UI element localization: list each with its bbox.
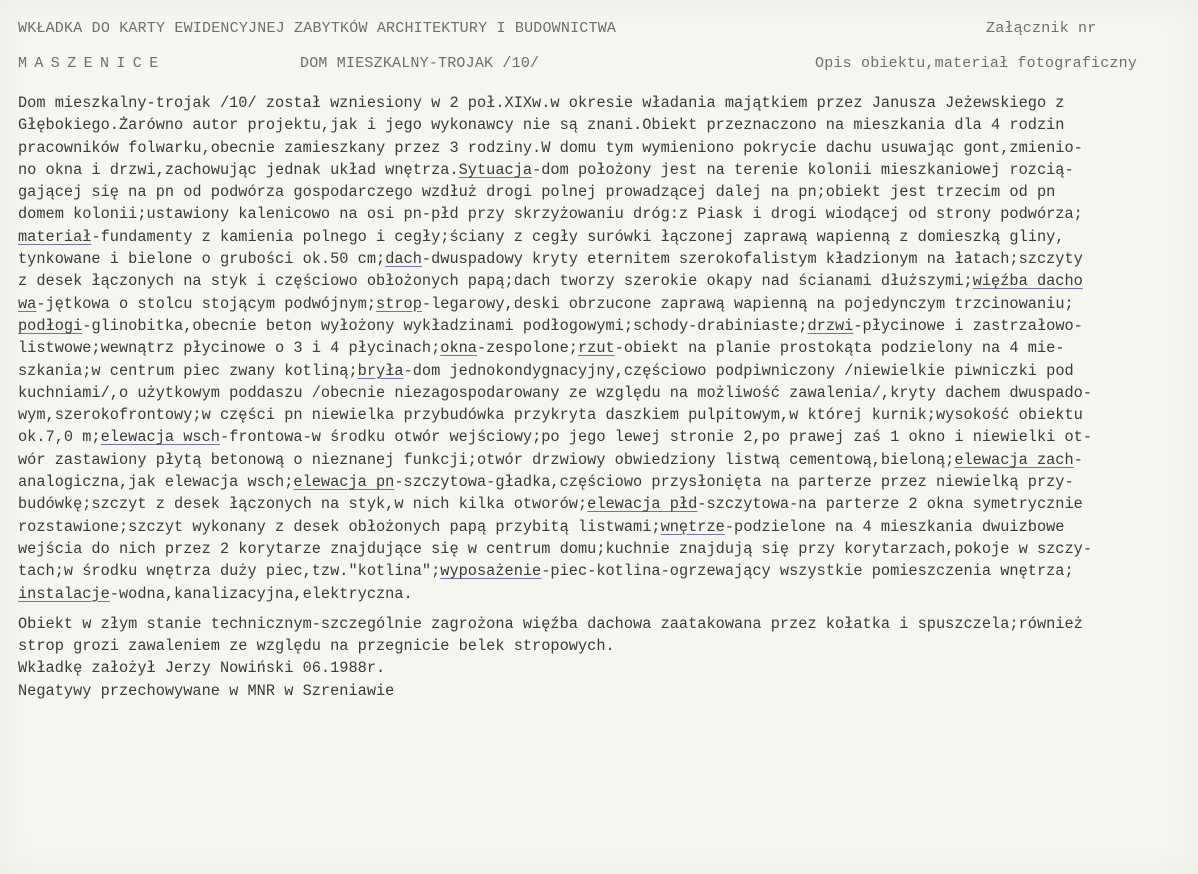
attachment-label: Załącznik nr <box>986 20 1097 37</box>
text-segment: kuchniami/,o użytkowym poddaszu /obecnie niezagospodarowany ze względu na możliwość zawalenia/,kryty dachem dwuspado- <box>18 383 1093 402</box>
description-line <box>18 538 1188 560</box>
text-segment: analogiczna,jak elewacja wsch; <box>18 473 294 492</box>
text-segment: -piec-kotlina-ogrzewający wszystkie pomieszczenia wnętrza; <box>541 562 1074 581</box>
description-line <box>18 270 1188 292</box>
text-segment: budówkę;szczyt z desek łączonych na styk,w nich kilka otworów; <box>18 495 588 514</box>
description-line <box>18 137 1188 159</box>
text-segment: pracowników folwarku,obecnie zamieszkany przez 3 rodziny.W domu tym wymieniono pokrycie dachu usuwając gont,zmienio- <box>18 138 1083 157</box>
section-keyword: strop <box>376 294 422 313</box>
description-line <box>18 337 1188 359</box>
description-line <box>18 493 1188 515</box>
place-name: MASZENICE <box>18 55 166 72</box>
form-title: WKŁADKA DO KARTY EWIDENCYJNEJ ZABYTKÓW ARCHITEKTURY I BUDOWNICTWA <box>18 20 617 37</box>
description-line <box>18 181 1188 203</box>
text-segment: -dom jednokondygnacyjny,częściowo podpiwniczony /niewielkie piwniczki pod <box>403 361 1074 380</box>
section-keyword: elewacja wsch <box>100 428 220 447</box>
description-line <box>18 426 1188 448</box>
section-keyword: podłogi <box>18 316 83 335</box>
section-keyword: wa <box>18 294 37 313</box>
text-segment: Dom mieszkalny-trojak /10/ został wzniesiony w 2 poł.XIXw.w okresie władania majątkiem przez Janusza Jeżewskiego z <box>18 94 1065 112</box>
text-segment: -wodna,kanalizacyjna,elektryczna. <box>109 584 413 603</box>
text-segment: -dwuspadowy kryty eternitem szerokofalistym kładzionym na łatach;szczyty <box>421 250 1083 269</box>
text-segment: -dom położony jest na terenie kolonii mieszkaniowej rozcią- <box>532 160 1074 179</box>
section-keyword: wnętrze <box>660 517 725 536</box>
author-line: Wkładkę założył Jerzy Nowiński 06.1988r. <box>18 659 386 678</box>
description-line <box>18 516 1188 538</box>
description-line <box>18 226 1188 248</box>
condition-line-2: strop grozi zawaleniem ze względu na przegnicie belek stropowych. <box>18 637 615 656</box>
text-segment: tynkowane i bielone o grubości ok.50 cm; <box>18 250 386 269</box>
object-name: DOM MIESZKALNY-TROJAK /10/ <box>300 55 540 72</box>
description-line <box>18 360 1188 382</box>
text-segment: listwowe;wewnątrz płycinowe o 3 i 4 płycinach; <box>18 339 441 358</box>
description-line <box>18 382 1188 404</box>
section-keyword: więźba dacho <box>972 272 1083 291</box>
text-segment: -płycinowe i zastrzałowo- <box>853 316 1083 335</box>
description-line <box>18 203 1188 225</box>
description-line <box>18 315 1188 337</box>
section-keyword: wyposażenie <box>440 562 542 581</box>
text-segment: -glinobitka,obecnie beton wyłożony wykładzinami podłogowymi;schody-drabiniaste; <box>82 316 808 335</box>
section-keyword: elewacja płd <box>587 495 698 514</box>
text-segment: -legarowy,deski obrzucone zaprawą wapienną na pojedynczym trzcinowaniu; <box>421 294 1074 313</box>
text-segment: -obiekt na planie prostokąta podzielony na 4 mie- <box>614 339 1065 358</box>
description-line <box>18 159 1188 181</box>
text-segment: -szczytowa-gładka,częściowo przysłonięta na parterze przez niewielką przy- <box>394 473 1074 492</box>
description-line <box>18 293 1188 315</box>
section-keyword: dach <box>385 250 422 269</box>
description-line <box>18 404 1188 426</box>
description-line <box>18 248 1188 270</box>
text-segment: -szczytowa-na parterze 2 okna symetrycznie <box>697 495 1083 514</box>
text-segment: tach;w środku wnętrza duży piec,tzw."kotlina"; <box>18 562 441 581</box>
text-segment: -frontowa-w środku otwór wejściowy;po jego lewej stronie 2,po prawej zaś 1 okno i niewielki ot- <box>219 428 1093 447</box>
text-segment: domem kolonii;ustawiony kalenicowo na osi pn-płd przy skrzyżowaniu dróg:z Piask i drogi wiodącej od strony podwórza; <box>18 205 1083 224</box>
text-segment: -zespolone; <box>476 339 578 358</box>
text-segment: wym,szerokofrontowy;w części pn niewielka przybudówka przykryta daszkiem pulpitowym,w której kurnik;wysokość obiektu <box>18 406 1083 425</box>
text-segment: - <box>1073 450 1083 469</box>
description-line <box>18 560 1188 582</box>
text-segment: -jętkowa o stolcu stojącym podwójnym; <box>36 294 377 313</box>
section-keyword: Sytuacja <box>458 160 533 179</box>
text-segment: gającej się na pn od podwórza gospodarczego wzdłuż drogi polnej prowadzącej dalej na pn;obiekt jest trzecim od pn <box>18 183 1056 202</box>
description-line <box>18 471 1188 493</box>
description-line <box>18 583 1188 605</box>
condition-line-1: Obiekt w złym stanie technicznym-szczególnie zagrożona więźba dachowa zaatakowana przez kołatka i spuszczela;również <box>18 614 1083 633</box>
section-keyword: bryła <box>357 361 404 380</box>
section-keyword: rzut <box>577 339 615 358</box>
description-line <box>18 114 1188 136</box>
section-keyword: instalacje <box>18 584 110 603</box>
text-segment: no okna i drzwi,zachowując jednak układ wnętrza. <box>18 160 459 179</box>
text-segment: szkania;w centrum piec zwany kotliną; <box>18 361 358 380</box>
section-keyword: drzwi <box>807 316 854 335</box>
text-segment: -fundamenty z kamienia polnego i cegły;ściany z cegły surówki łączonej zaprawą wapienną z domieszką gliny, <box>91 227 1065 246</box>
text-segment: z desek łączonych na styk i częściowo obłożonych papą;dach tworzy szerokie okapy nad ścianami dłuższymi; <box>18 272 973 291</box>
text-segment: Głębokiego.Żarówno autor projektu,jak i jego wykonawcy nie są znani.Obiekt przeznaczono na mieszkania dla 4 rodzin <box>18 116 1065 135</box>
description-paragraph <box>18 92 1188 613</box>
description-type: Opis obiektu,materiał fotograficzny <box>815 55 1138 72</box>
description-line <box>18 92 1188 114</box>
section-keyword: elewacja pn <box>293 473 395 492</box>
text-segment: -podzielone na 4 mieszkania dwuizbowe <box>724 517 1065 536</box>
section-keyword: materiał <box>18 227 92 246</box>
negatives-line: Negatywy przechowywane w MNR w Szreniawie <box>18 681 395 700</box>
description-line <box>18 449 1188 471</box>
text-segment: wejścia do nich przez 2 korytarze znajdujące się w centrum domu;kuchnie znajdują się przy korytarzach,pokoje w szczy- <box>18 539 1093 558</box>
text-segment: rozstawione;szczyt wykonany z desek obłożonych papą przybitą listwami; <box>18 517 661 536</box>
text-segment: wór zastawiony płytą betonową o nieznanej funkcji;otwór drzwiowy obwiedziony listwą cementową,bieloną; <box>18 450 955 469</box>
text-segment: ok.7,0 m; <box>18 428 101 447</box>
section-keyword: okna <box>440 339 477 358</box>
section-keyword: elewacja zach <box>954 450 1074 469</box>
description-text <box>18 92 1188 702</box>
